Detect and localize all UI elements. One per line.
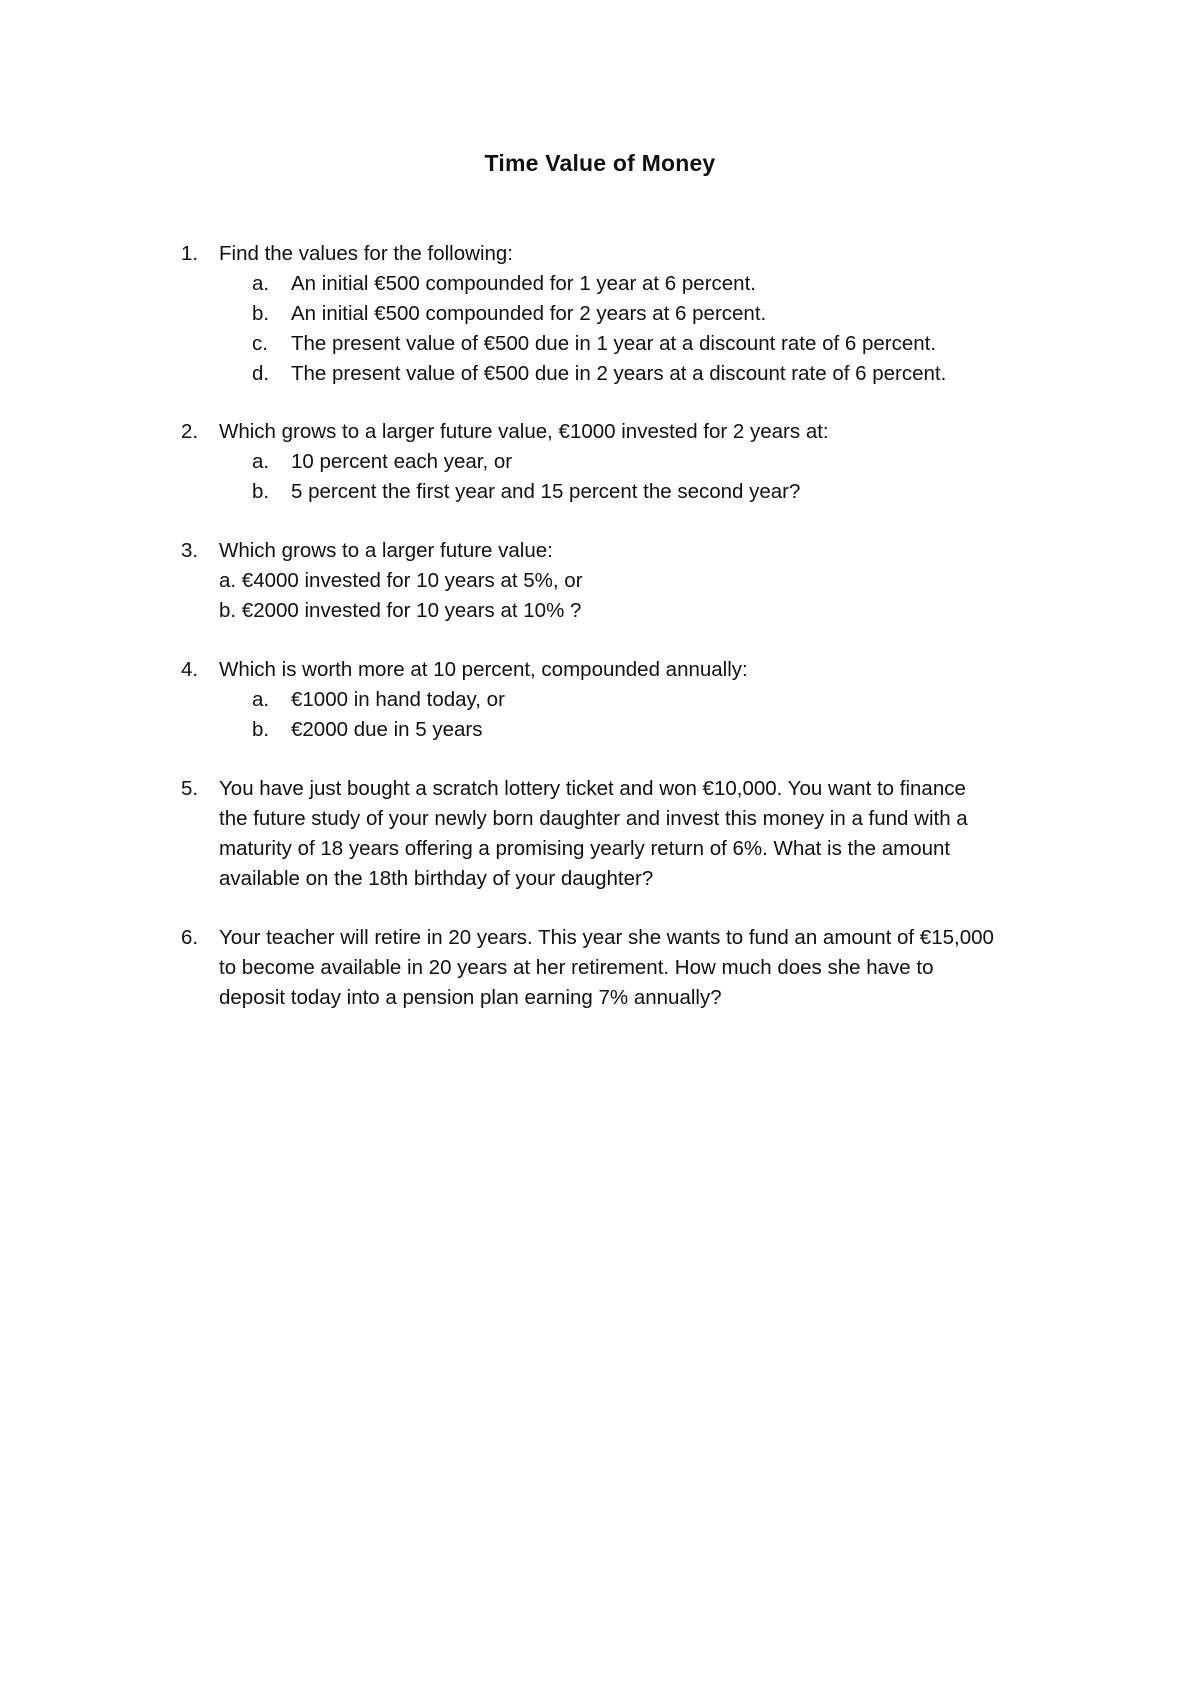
question-text: Which is worth more at 10 percent, compounded annually: (219, 658, 748, 681)
question-number: 1. (181, 242, 199, 265)
question-2 (181, 417, 1081, 507)
question-text-line: available on the 18th birthday of your daughter? (219, 867, 654, 890)
question-4 (181, 655, 1081, 745)
sub-item-text: 5 percent the first year and 15 percent the second year? (291, 480, 801, 503)
sub-item-text: 10 percent each year, or (291, 450, 513, 473)
sub-item (181, 715, 1081, 745)
sub-item (181, 269, 1081, 299)
question-number: 5. (181, 777, 199, 800)
sub-item-text: €1000 in hand today, or (291, 688, 505, 711)
sub-item-text: The present value of €500 due in 2 years at a discount rate of 6 percent. (291, 362, 947, 385)
sub-item-label: a. (252, 450, 270, 473)
question-number: 3. (181, 539, 199, 562)
question-number: 6. (181, 926, 199, 949)
question-text: Which grows to a larger future value, €1000 invested for 2 years at: (219, 420, 829, 443)
sub-item (181, 685, 1081, 715)
question-number: 4. (181, 658, 199, 681)
sub-item (181, 299, 1081, 329)
sub-item (181, 329, 1081, 359)
question-text-line: You have just bought a scratch lottery ticket and won €10,000. You want to finance (219, 777, 966, 800)
sub-item-text: €2000 due in 5 years (291, 718, 483, 741)
sub-item-text: An initial €500 compounded for 1 year at 6 percent. (291, 272, 756, 295)
question-text-line: maturity of 18 years offering a promising yearly return of 6%. What is the amount (219, 837, 951, 860)
sub-item-label: b. (252, 480, 270, 503)
question-5 (181, 774, 1081, 894)
sub-item-label: c. (252, 332, 268, 355)
sub-item-label: b. (252, 302, 270, 325)
sub-item-label: a. (252, 272, 270, 295)
sub-item-text: An initial €500 compounded for 2 years at 6 percent. (291, 302, 767, 325)
sub-item (181, 359, 1081, 389)
sub-item-label: a. (252, 688, 270, 711)
question-1 (181, 239, 1081, 389)
question-text: Find the values for the following: (219, 242, 513, 265)
sub-item-label: d. (252, 362, 270, 385)
question-stem (181, 239, 1081, 269)
question-stem (181, 923, 1081, 1013)
question-text-line: to become available in 20 years at her retirement. How much does she have to (219, 956, 934, 979)
question-3 (181, 536, 1081, 626)
question-text-line: Your teacher will retire in 20 years. This year she wants to fund an amount of €15,000 (219, 926, 994, 949)
question-stem (181, 536, 1081, 566)
question-stem (181, 655, 1081, 685)
sub-item: a. €4000 invested for 10 years at 5%, or (219, 569, 583, 592)
sub-item-text: The present value of €500 due in 1 year at a discount rate of 6 percent. (291, 332, 937, 355)
sub-item (181, 477, 1081, 507)
question-6 (181, 923, 1081, 1013)
question-stem (181, 774, 1081, 894)
sub-item: b. €2000 invested for 10 years at 10% ? (219, 599, 582, 622)
sub-item-label: b. (252, 718, 270, 741)
question-stem (181, 417, 1081, 447)
question-number: 2. (181, 420, 199, 443)
question-text: Which grows to a larger future value: (219, 539, 553, 562)
sub-item (181, 447, 1081, 477)
question-text-line: deposit today into a pension plan earning 7% annually? (219, 986, 722, 1009)
question-text-line: the future study of your newly born daughter and invest this money in a fund with a (219, 807, 968, 830)
page-title: Time Value of Money (484, 150, 716, 176)
